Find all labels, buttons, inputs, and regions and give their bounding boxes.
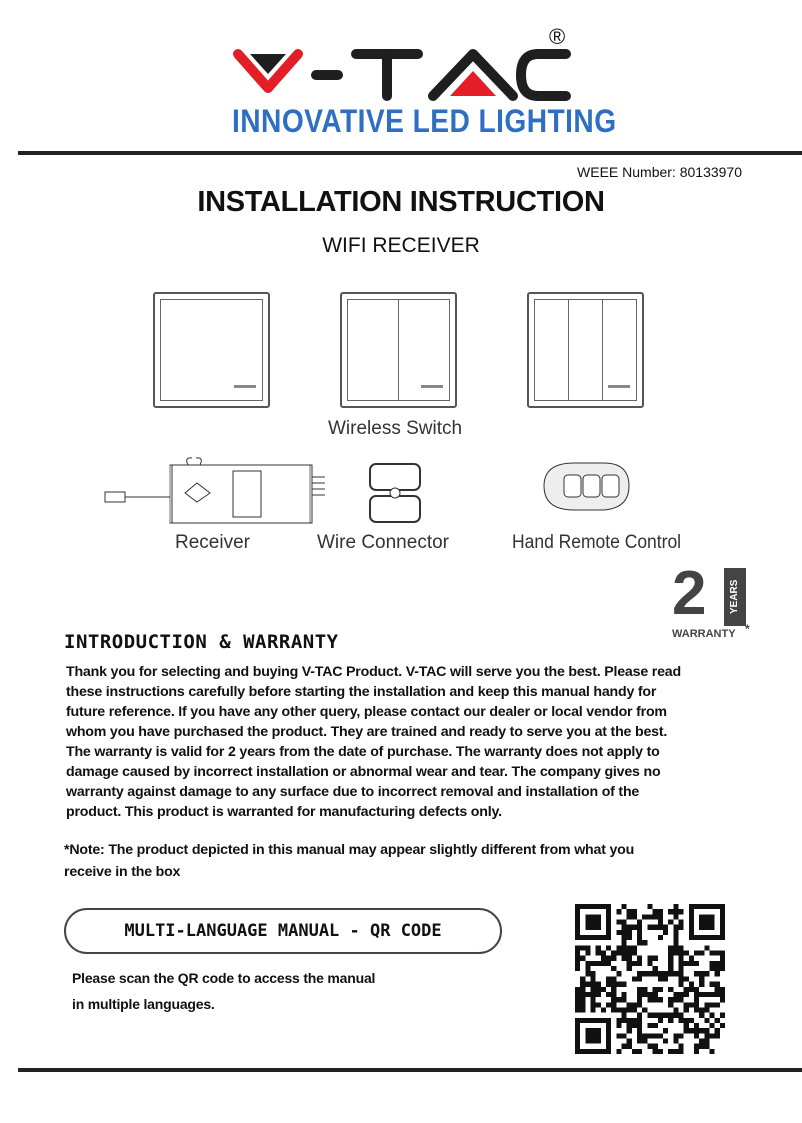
text-line: warranty against damage to any surface due to incorrect removal and installation of the [66, 784, 640, 800]
logo-tagline: INNOVATIVE LED LIGHTING [232, 103, 617, 139]
text-line: receive in the box [64, 864, 181, 880]
caption-remote: Hand Remote Control [512, 532, 682, 553]
warranty-badge [672, 559, 754, 646]
weee-number: WEEE Number: 80133970 [577, 164, 742, 180]
intro-heading: INTRODUCTION & WARRANTY [64, 631, 339, 653]
switch-1-gang [153, 292, 270, 408]
text-line: *Note: The product depicted in this manual may appear slightly different from what you [64, 842, 635, 858]
warranty-asterisk: * [745, 622, 750, 636]
text-line: these instructions carefully before starting the installation and keep this manual handy for [66, 684, 657, 700]
switch-3-gang [527, 292, 644, 408]
text-line: whom you have purchased the product. They are trained and ready to serve you at the best. [66, 724, 668, 740]
divider [18, 151, 802, 155]
warranty-label: WARRANTY [672, 628, 736, 640]
caption-switch: Wireless Switch [328, 418, 463, 439]
warranty-years-number: 2 [672, 559, 707, 628]
caption-connector: Wire Connector [317, 532, 449, 553]
text-line: The warranty is valid for 2 years from the date of purchase. The warranty does not apply to [66, 744, 660, 760]
qr-section-label: MULTI-LANGUAGE MANUAL - QR CODE [64, 908, 502, 954]
registered-mark: ® [549, 24, 566, 49]
text-line: future reference. If you have any other query, please contact our dealer or local vendor from [66, 704, 667, 720]
qr-code[interactable] [575, 903, 725, 1055]
caption-receiver: Receiver [175, 532, 250, 553]
page-title: INSTALLATION INSTRUCTION [197, 186, 605, 218]
text-line: damage caused by incorrect installation or abnormal wear and tear. The company gives no [66, 764, 661, 780]
brand-logo [228, 40, 588, 105]
remote-illustration [534, 458, 634, 514]
divider [18, 1068, 802, 1072]
switch-2-gang [340, 292, 457, 408]
intro-paragraph [66, 662, 681, 822]
text-line: product. This product is warranted for manufacturing defects only. [66, 804, 502, 820]
text-line: Please scan the QR code to access the manual [72, 970, 376, 986]
receiver-illustration [100, 455, 330, 530]
years-label: YEARS [724, 568, 746, 626]
note [64, 839, 634, 883]
product-subtitle: WIFI RECEIVER [322, 234, 480, 257]
wire-connector-illustration [368, 462, 424, 524]
text-line: in multiple languages. [72, 996, 215, 1012]
text-line: Thank you for selecting and buying V-TAC Product. V-TAC will serve you the best. Please read [66, 664, 681, 680]
qr-instructions [72, 965, 375, 1017]
